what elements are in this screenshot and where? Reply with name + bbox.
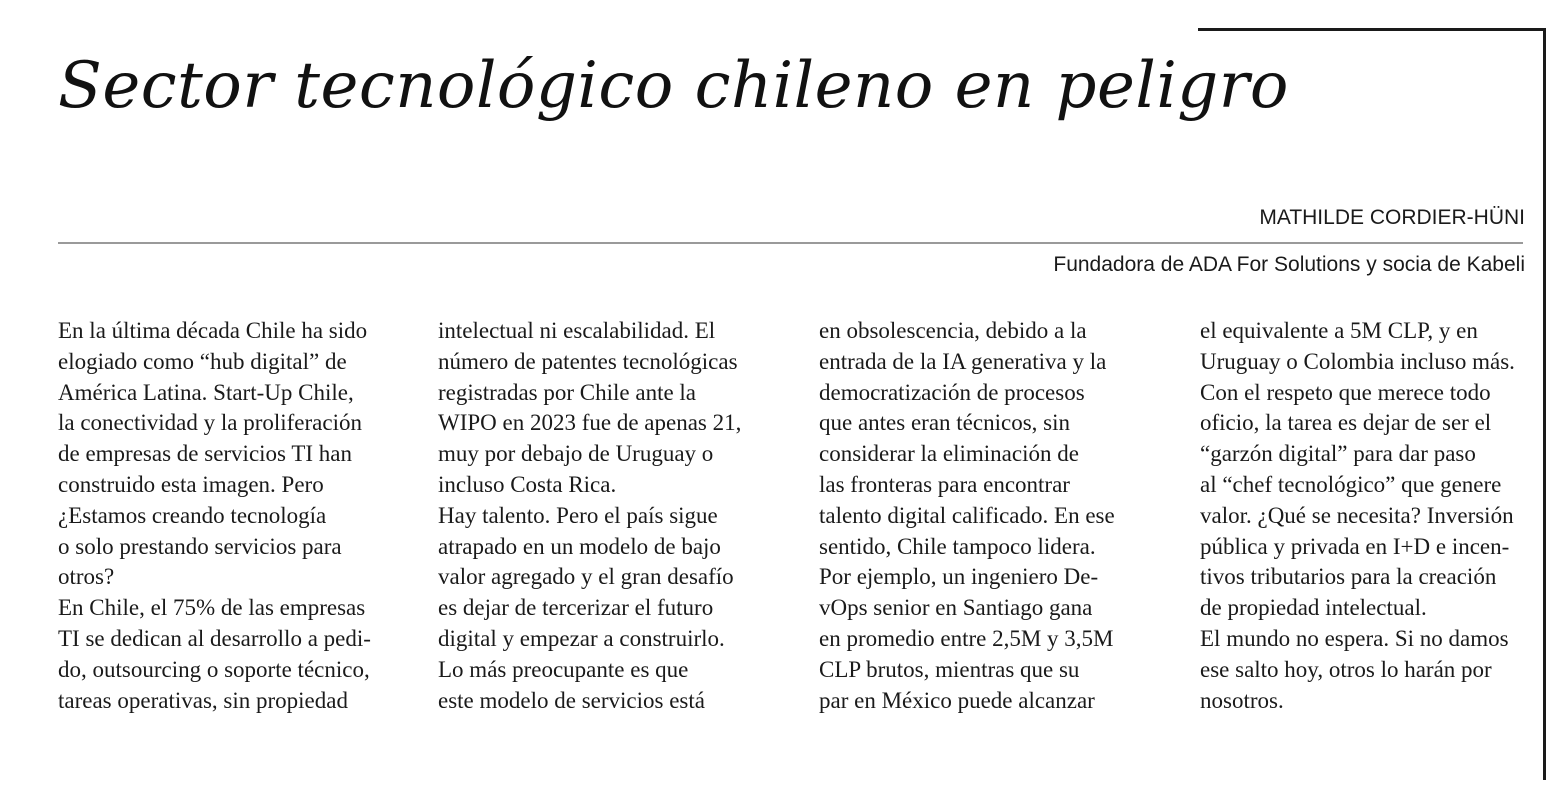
text-line: “garzón digital” para dar paso [1200,441,1476,467]
text-line: democratización de procesos [819,379,1085,405]
text-line: Por ejemplo, un ingeniero De- [819,564,1099,590]
text-line: intelectual ni escalabilidad. El [438,318,716,343]
text-line: otros? [58,564,115,590]
text-line: do, outsourcing o soporte técnico, [58,656,370,682]
text-line: incluso Costa Rica. [438,471,617,497]
text-line: es dejar de tercerizar el futuro [438,595,714,621]
article-column-2 [438,316,788,716]
text-line: pública y privada en I+D e incen- [1200,533,1510,559]
text-line: Con el respeto que merece todo [1200,379,1491,405]
text-line: las fronteras para encontrar [819,471,1070,497]
text-line: al “chef tecnológico” que genere [1200,471,1502,497]
text-line: oficio, la tarea es dejar de ser el [1200,410,1492,436]
author-name: MATHILDE CORDIER-HÜNI [1259,206,1525,229]
text-line: tareas operativas, sin propiedad [58,687,348,713]
article-column-4 [1200,316,1550,716]
text-line: En Chile, el 75% de las empresas [58,595,366,621]
text-line: nosotros. [1200,687,1284,713]
text-line: o solo prestando servicios para [58,533,342,559]
text-line: que antes eran técnicos, sin [819,410,1070,436]
byline-divider [58,242,1523,244]
text-line: tivos tributarios para la creación [1200,564,1497,590]
article-column-1 [58,316,408,716]
article-column-3 [819,316,1169,716]
text-line: de empresas de servicios TI han [58,441,353,467]
text-line: elogiado como “hub digital” de [58,348,347,374]
text-line: Hay talento. Pero el país sigue [438,502,718,528]
text-line: Uruguay o Colombia incluso más. [1200,348,1515,374]
text-line: sentido, Chile tampoco lidera. [819,533,1096,559]
text-line: América Latina. Start-Up Chile, [58,379,354,405]
text-line: Lo más preocupante es que [438,656,689,682]
text-line: entrada de la IA generativa y la [819,348,1107,374]
text-line: valor. ¿Qué se necesita? Inversión [1200,502,1514,528]
text-line: en obsolescencia, debido a la [819,318,1087,343]
text-line: vOps senior en Santiago gana [819,595,1093,621]
text-line: TI se dedican al desarrollo a pedi- [58,625,371,651]
text-line: atrapado en un modelo de bajo [438,533,721,559]
text-line: ese salto hoy, otros lo harán por [1200,656,1492,682]
text-line: El mundo no espera. Si no damos [1200,625,1509,651]
corner-rule-top [1198,28,1546,31]
text-line: en promedio entre 2,5M y 3,5M [819,625,1114,651]
author-role: Fundadora de ADA For Solutions y socia de Kabeli [1053,253,1525,276]
text-line: este modelo de servicios está [438,687,705,713]
text-line: el equivalente a 5M CLP, y en [1200,318,1478,343]
text-line: de propiedad intelectual. [1200,595,1427,621]
text-line: WIPO en 2023 fue de apenas 21, [438,410,742,436]
text-line: En la última década Chile ha sido [58,318,368,343]
text-line: la conectividad y la proliferación [58,410,362,436]
text-line: registradas por Chile ante la [438,379,697,405]
text-line: digital y empezar a construirlo. [438,625,725,651]
text-line: construido esta imagen. Pero [58,471,324,497]
text-line: muy por debajo de Uruguay o [438,441,714,467]
text-line: número de patentes tecnológicas [438,348,738,374]
text-line: talento digital calificado. En ese [819,502,1115,528]
text-line: ¿Estamos creando tecnología [58,502,327,528]
text-line: considerar la eliminación de [819,441,1079,467]
text-line: CLP brutos, mientras que su [819,656,1080,682]
text-line: par en México puede alcanzar [819,687,1095,713]
text-line: valor agregado y el gran desafío [438,564,734,590]
article-headline: Sector tecnológico chileno en peligro [58,49,1289,123]
